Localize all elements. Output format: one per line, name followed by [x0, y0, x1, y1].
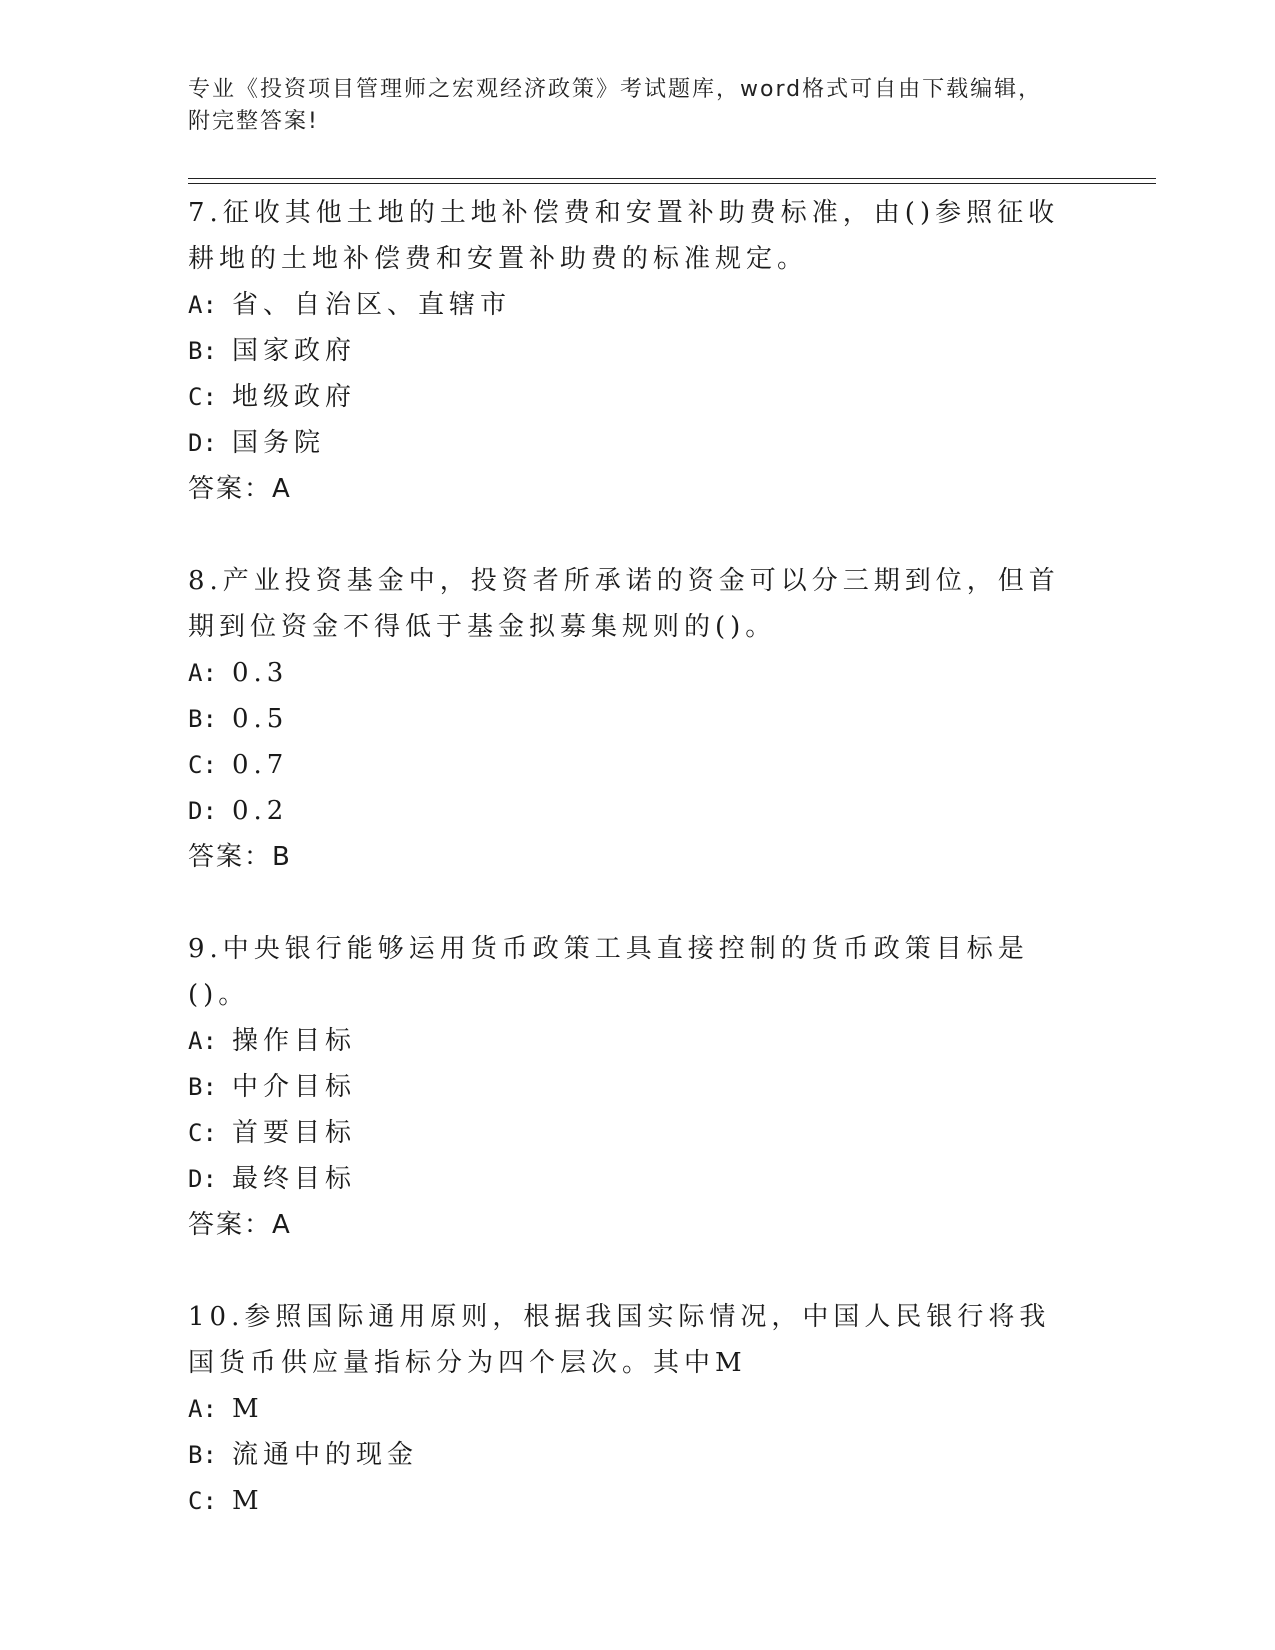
- option-key: B:: [188, 705, 217, 733]
- question-stem: 9.中央银行能够运用货币政策工具直接控制的货币政策目标是()。: [188, 934, 1029, 1010]
- option-key: B:: [188, 1441, 217, 1469]
- option-key: A:: [188, 1027, 217, 1055]
- option-text: 省、自治区、直辖市: [232, 290, 512, 320]
- option-key: B:: [188, 337, 217, 365]
- answer-line: 答案：A: [188, 1210, 292, 1240]
- option-a: [188, 650, 1088, 696]
- header-line-2: 附完整答案!: [188, 109, 319, 134]
- answer-line: 答案：A: [188, 474, 292, 504]
- option-c: [188, 374, 1088, 420]
- option-text: 0.5: [232, 704, 289, 734]
- option-text: 国家政府: [232, 336, 357, 366]
- question-stem: 8.产业投资基金中，投资者所承诺的资金可以分三期到位，但首期到位资金不得低于基金拟募集规则的()。: [188, 566, 1060, 642]
- option-key: C:: [188, 1119, 217, 1147]
- option-b: [188, 1432, 1088, 1478]
- question-8: [188, 558, 1088, 880]
- option-d: [188, 1156, 1088, 1202]
- option-key: D:: [188, 429, 217, 457]
- option-a: [188, 282, 1088, 328]
- option-text: 国务院: [232, 428, 326, 458]
- option-text: 首要目标: [232, 1118, 357, 1148]
- question-list: [188, 188, 1088, 1524]
- question-stem: 10.参照国际通用原则，根据我国实际情况，中国人民银行将我国货币供应量指标分为四个层次。其中M: [188, 1302, 1051, 1378]
- answer-line: 答案：B: [188, 842, 292, 872]
- option-key: A:: [188, 659, 217, 687]
- option-key: C:: [188, 1487, 217, 1515]
- option-text: 最终目标: [232, 1164, 357, 1194]
- option-key: C:: [188, 383, 217, 411]
- option-d: [188, 788, 1088, 834]
- option-text: 0.3: [232, 658, 289, 688]
- question-10: [188, 1294, 1088, 1524]
- option-c: [188, 1110, 1088, 1156]
- question-9: [188, 926, 1088, 1248]
- option-b: [188, 1064, 1088, 1110]
- option-key: D:: [188, 797, 217, 825]
- option-key: A:: [188, 291, 217, 319]
- option-text: 流通中的现金: [232, 1440, 419, 1470]
- option-text: 0.2: [232, 796, 289, 826]
- option-c: [188, 742, 1088, 788]
- option-b: [188, 328, 1088, 374]
- option-key: D:: [188, 1165, 217, 1193]
- option-a: [188, 1018, 1088, 1064]
- option-text: 0.7: [232, 750, 289, 780]
- option-text: M: [232, 1394, 264, 1424]
- header-rule-top: [188, 178, 1156, 179]
- option-text: 地级政府: [232, 382, 357, 412]
- option-key: C:: [188, 751, 217, 779]
- option-text: 操作目标: [232, 1026, 357, 1056]
- option-b: [188, 696, 1088, 742]
- option-text: M: [232, 1486, 264, 1516]
- option-text: 中介目标: [232, 1072, 357, 1102]
- option-c: [188, 1478, 1088, 1524]
- question-stem: 7.征收其他土地的土地补偿费和安置补助费标准，由()参照征收耕地的土地补偿费和安置补助费的标准规定。: [188, 198, 1060, 274]
- option-a: [188, 1386, 1088, 1432]
- header-line-1: 专业《投资项目管理师之宏观经济政策》考试题库，word格式可自由下载编辑，: [188, 77, 1043, 102]
- option-d: [188, 420, 1088, 466]
- document-header: [188, 74, 1088, 138]
- header-rule-bottom: [188, 183, 1156, 184]
- option-key: A:: [188, 1395, 217, 1423]
- question-7: [188, 190, 1088, 512]
- option-key: B:: [188, 1073, 217, 1101]
